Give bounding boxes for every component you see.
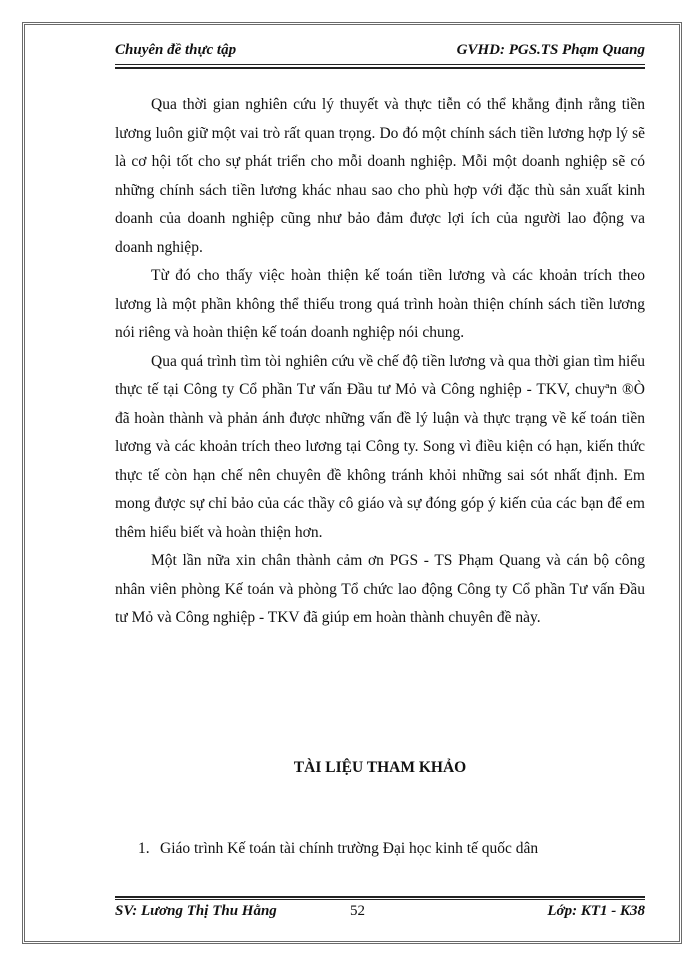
- paragraph: Qua thời gian nghiên cứu lý thuyết và thực tiễn có thể khẳng định rằng tiền lương luôn giữ một vai trò rất quan trọng. Do đó một chính sách tiền lương hợp lý sẽ là cơ hội tốt cho sự phát triển cho mỗi doanh nghiệp. Mỗi một doanh nghiệp sẽ có những chính sách tiền lương khác nhau sao cho phù hợp với đặc thù sản xuất kinh doanh của doanh nghiệp cũng như bảo đảm được lợi ích của người lao động va doanh nghiệp.: [115, 96, 645, 256]
- page-footer: [115, 903, 645, 925]
- paragraph: Qua quá trình tìm tòi nghiên cứu về chế độ tiền lương và qua thời gian tìm hiểu thực tế tại Công ty Cổ phần Tư vấn Đầu tư Mỏ và Công nghiệp - TKV, chuyªn ®Ò đã hoàn thành và phản ánh được những vấn đề lý luận và thực trạng về kế toán tiền lương và các khoản trích theo lương tại Công ty. Song vì điều kiện có hạn, kiến thức thực tế còn hạn chế nên chuyên đề không tránh khỏi những sai sót nhất định. Em mong được sự chỉ bảo của các thầy cô giáo và sự đóng góp ý kiến của các bạn để em thêm hiểu biết và hoàn thiện hơn.: [115, 352, 645, 541]
- footer-rule-thick: [115, 896, 645, 898]
- reference-number: 1.: [138, 840, 150, 857]
- conclusion-body: [115, 91, 645, 633]
- page-number: 52: [350, 903, 365, 919]
- header-doc-title: Chuyên đề thực tập: [115, 42, 237, 58]
- header-rule-thick: [115, 67, 645, 69]
- header-advisor: GVHD: PGS.TS Phạm Quang: [456, 42, 645, 58]
- reference-text: Giáo trình Kế toán tài chính trường Đại học kinh tế quốc dân: [160, 840, 539, 857]
- footer-student: SV: Lương Thị Thu Hằng: [115, 903, 277, 919]
- page-header: [115, 42, 645, 64]
- references-heading: TÀI LIỆU THAM KHẢO: [293, 759, 467, 776]
- header-rule: [115, 64, 645, 65]
- paragraph: Một lần nữa xin chân thành cảm ơn PGS - TS Phạm Quang và cán bộ công nhân viên phòng Kế toán và phòng Tổ chức lao động Công ty Cổ phần Tư vấn Đầu tư Mỏ và Công nghiệp - TKV đã giúp em hoàn thành chuyên đề này.: [115, 552, 645, 626]
- reference-item: [138, 840, 638, 858]
- footer-class: Lớp: KT1 - K38: [547, 903, 645, 919]
- references-list: [138, 840, 638, 858]
- footer-rule: [115, 899, 645, 900]
- paragraph: Từ đó cho thấy việc hoàn thiện kế toán tiền lương và các khoản trích theo lương là một phần không thể thiếu trong quá trình hoàn thiện chính sách tiền lương nói riêng và hoàn thiện kế toán doanh nghiệp nói chung.: [115, 267, 645, 341]
